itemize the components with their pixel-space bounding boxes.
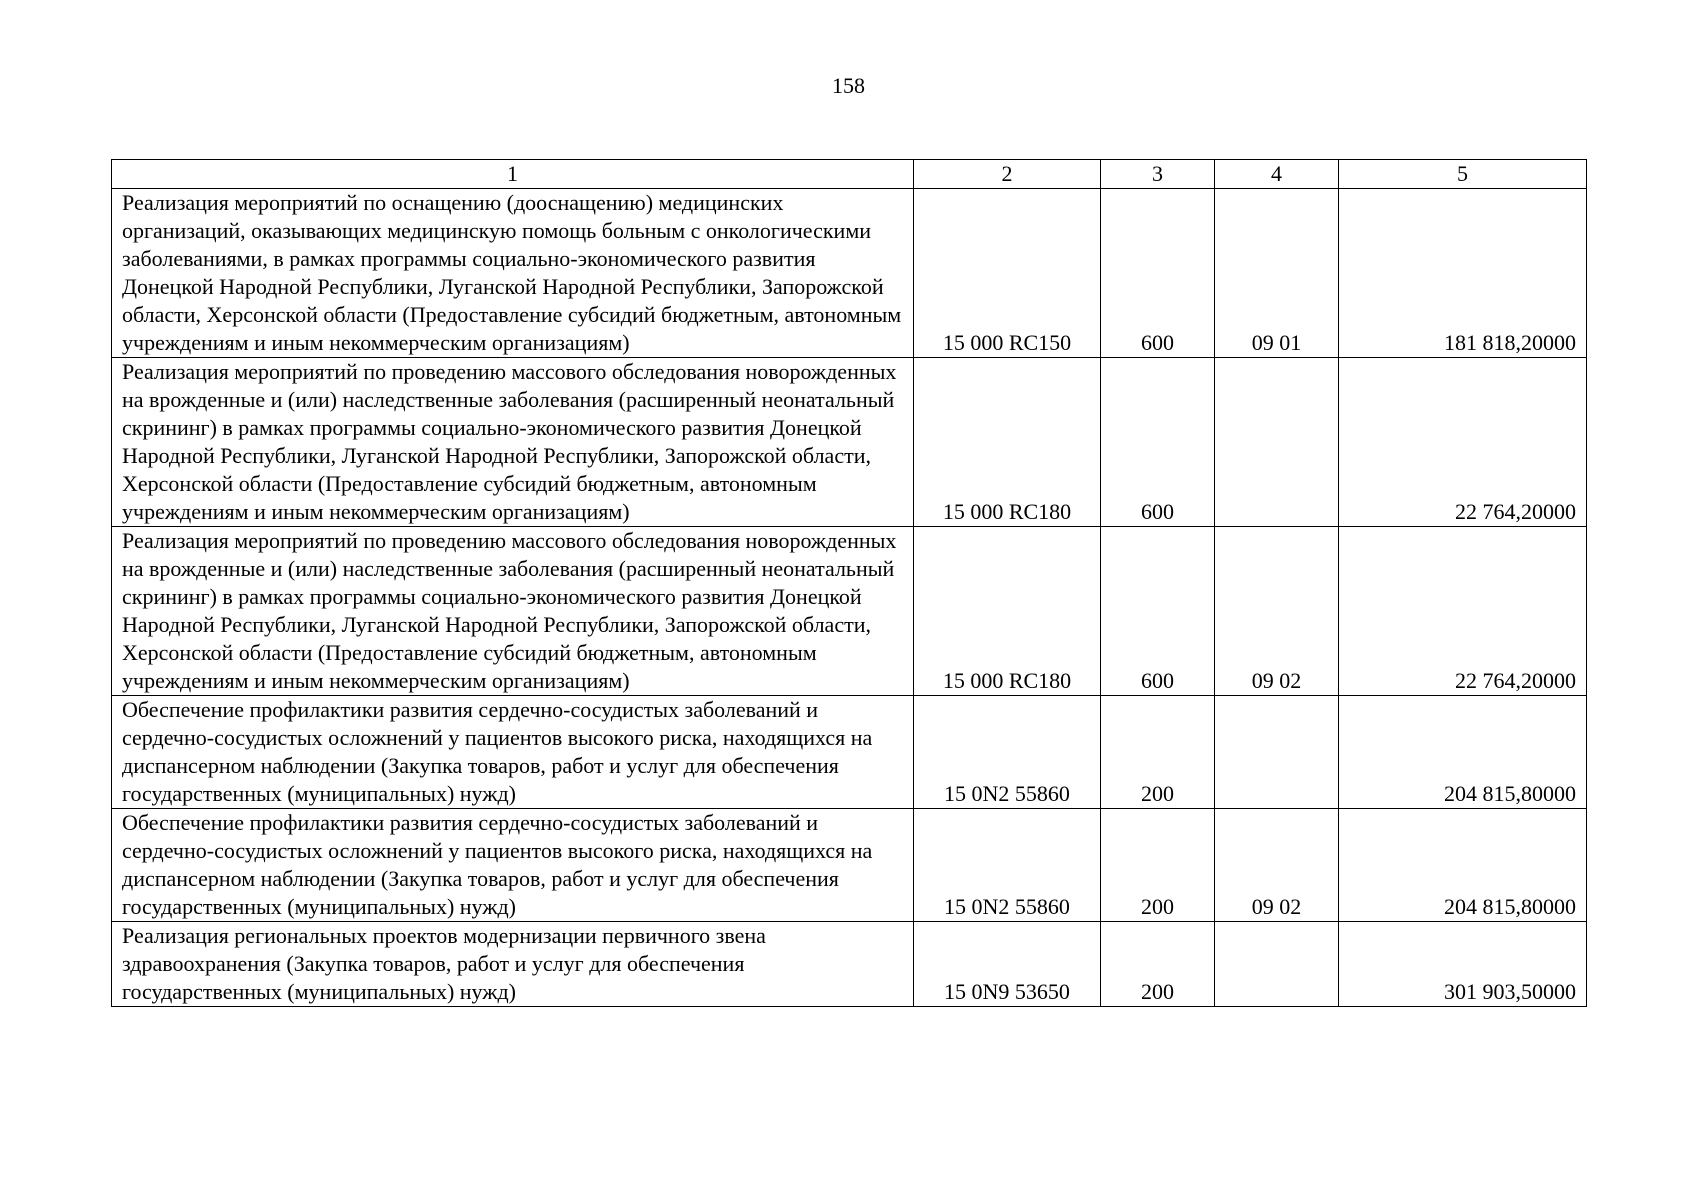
row-expense-type: 200 <box>1101 696 1215 809</box>
row-expense-type: 600 <box>1101 358 1215 527</box>
row-name: Реализация мероприятий по проведению массового обследования новорожденных на врожденные и (или) наследственные заболевания (расширенный неонатальный скрининг) в рамках программы социально-экономического развития Донецкой Народной Республики, Луганской Народной Республики, Запорожской области, Херсонской области (Предоставление субсидий бюджетным, автономным учреждениям и иным некоммерческим организациям) <box>112 358 914 527</box>
row-code: 15 0N2 55860 <box>914 809 1101 922</box>
row-amount: 181 818,20000 <box>1339 189 1587 358</box>
table-row <box>112 358 1587 527</box>
row-amount: 204 815,80000 <box>1339 809 1587 922</box>
row-amount: 301 903,50000 <box>1339 922 1587 1007</box>
row-code: 15 0N9 53650 <box>914 922 1101 1007</box>
row-section <box>1215 922 1339 1007</box>
row-code: 15 000 RC150 <box>914 189 1101 358</box>
row-amount: 204 815,80000 <box>1339 696 1587 809</box>
row-amount: 22 764,20000 <box>1339 527 1587 696</box>
row-section: 09 02 <box>1215 527 1339 696</box>
column-header-5: 5 <box>1339 160 1587 189</box>
row-expense-type: 200 <box>1101 922 1215 1007</box>
page-number: 158 <box>832 73 865 98</box>
row-name: Реализация региональных проектов модернизации первичного звена здравоохранения (Закупка товаров, работ и услуг для обеспечения государственных (муниципальных) нужд) <box>112 922 914 1007</box>
table-row <box>112 189 1587 358</box>
row-section <box>1215 358 1339 527</box>
row-name: Обеспечение профилактики развития сердечно-сосудистых заболеваний и сердечно-сосудистых осложнений у пациентов высокого риска, находящихся на диспансерном наблюдении (Закупка товаров, работ и услуг для обеспечения государственных (муниципальных) нужд) <box>112 809 914 922</box>
row-section: 09 02 <box>1215 809 1339 922</box>
row-name: Реализация мероприятий по проведению массового обследования новорожденных на врожденные и (или) наследственные заболевания (расширенный неонатальный скрининг) в рамках программы социально-экономического развития Донецкой Народной Республики, Луганской Народной Республики, Запорожской области, Херсонской области (Предоставление субсидий бюджетным, автономным учреждениям и иным некоммерческим организациям) <box>112 527 914 696</box>
column-header-4: 4 <box>1215 160 1339 189</box>
table-row <box>112 809 1587 922</box>
table-header-row <box>112 160 1587 189</box>
row-expense-type: 200 <box>1101 809 1215 922</box>
column-header-3: 3 <box>1101 160 1215 189</box>
row-name: Реализация мероприятий по оснащению (дооснащению) медицинских организаций, оказывающих медицинскую помощь больным с онкологическими заболеваниями, в рамках программы социально-экономического развития Донецкой Народной Республики, Луганской Народной Республики, Запорожской области, Херсонской области (Предоставление субсидий бюджетным, автономным учреждениям и иным некоммерческим организациям) <box>112 189 914 358</box>
column-header-1: 1 <box>112 160 914 189</box>
row-expense-type: 600 <box>1101 189 1215 358</box>
row-amount: 22 764,20000 <box>1339 358 1587 527</box>
row-section: 09 01 <box>1215 189 1339 358</box>
row-expense-type: 600 <box>1101 527 1215 696</box>
table-row <box>112 922 1587 1007</box>
row-code: 15 000 RC180 <box>914 358 1101 527</box>
row-section <box>1215 696 1339 809</box>
row-code: 15 000 RC180 <box>914 527 1101 696</box>
row-name: Обеспечение профилактики развития сердечно-сосудистых заболеваний и сердечно-сосудистых осложнений у пациентов высокого риска, находящихся на диспансерном наблюдении (Закупка товаров, работ и услуг для обеспечения государственных (муниципальных) нужд) <box>112 696 914 809</box>
table-row <box>112 527 1587 696</box>
table-row <box>112 696 1587 809</box>
row-code: 15 0N2 55860 <box>914 696 1101 809</box>
column-header-2: 2 <box>914 160 1101 189</box>
budget-table <box>111 159 1587 1007</box>
